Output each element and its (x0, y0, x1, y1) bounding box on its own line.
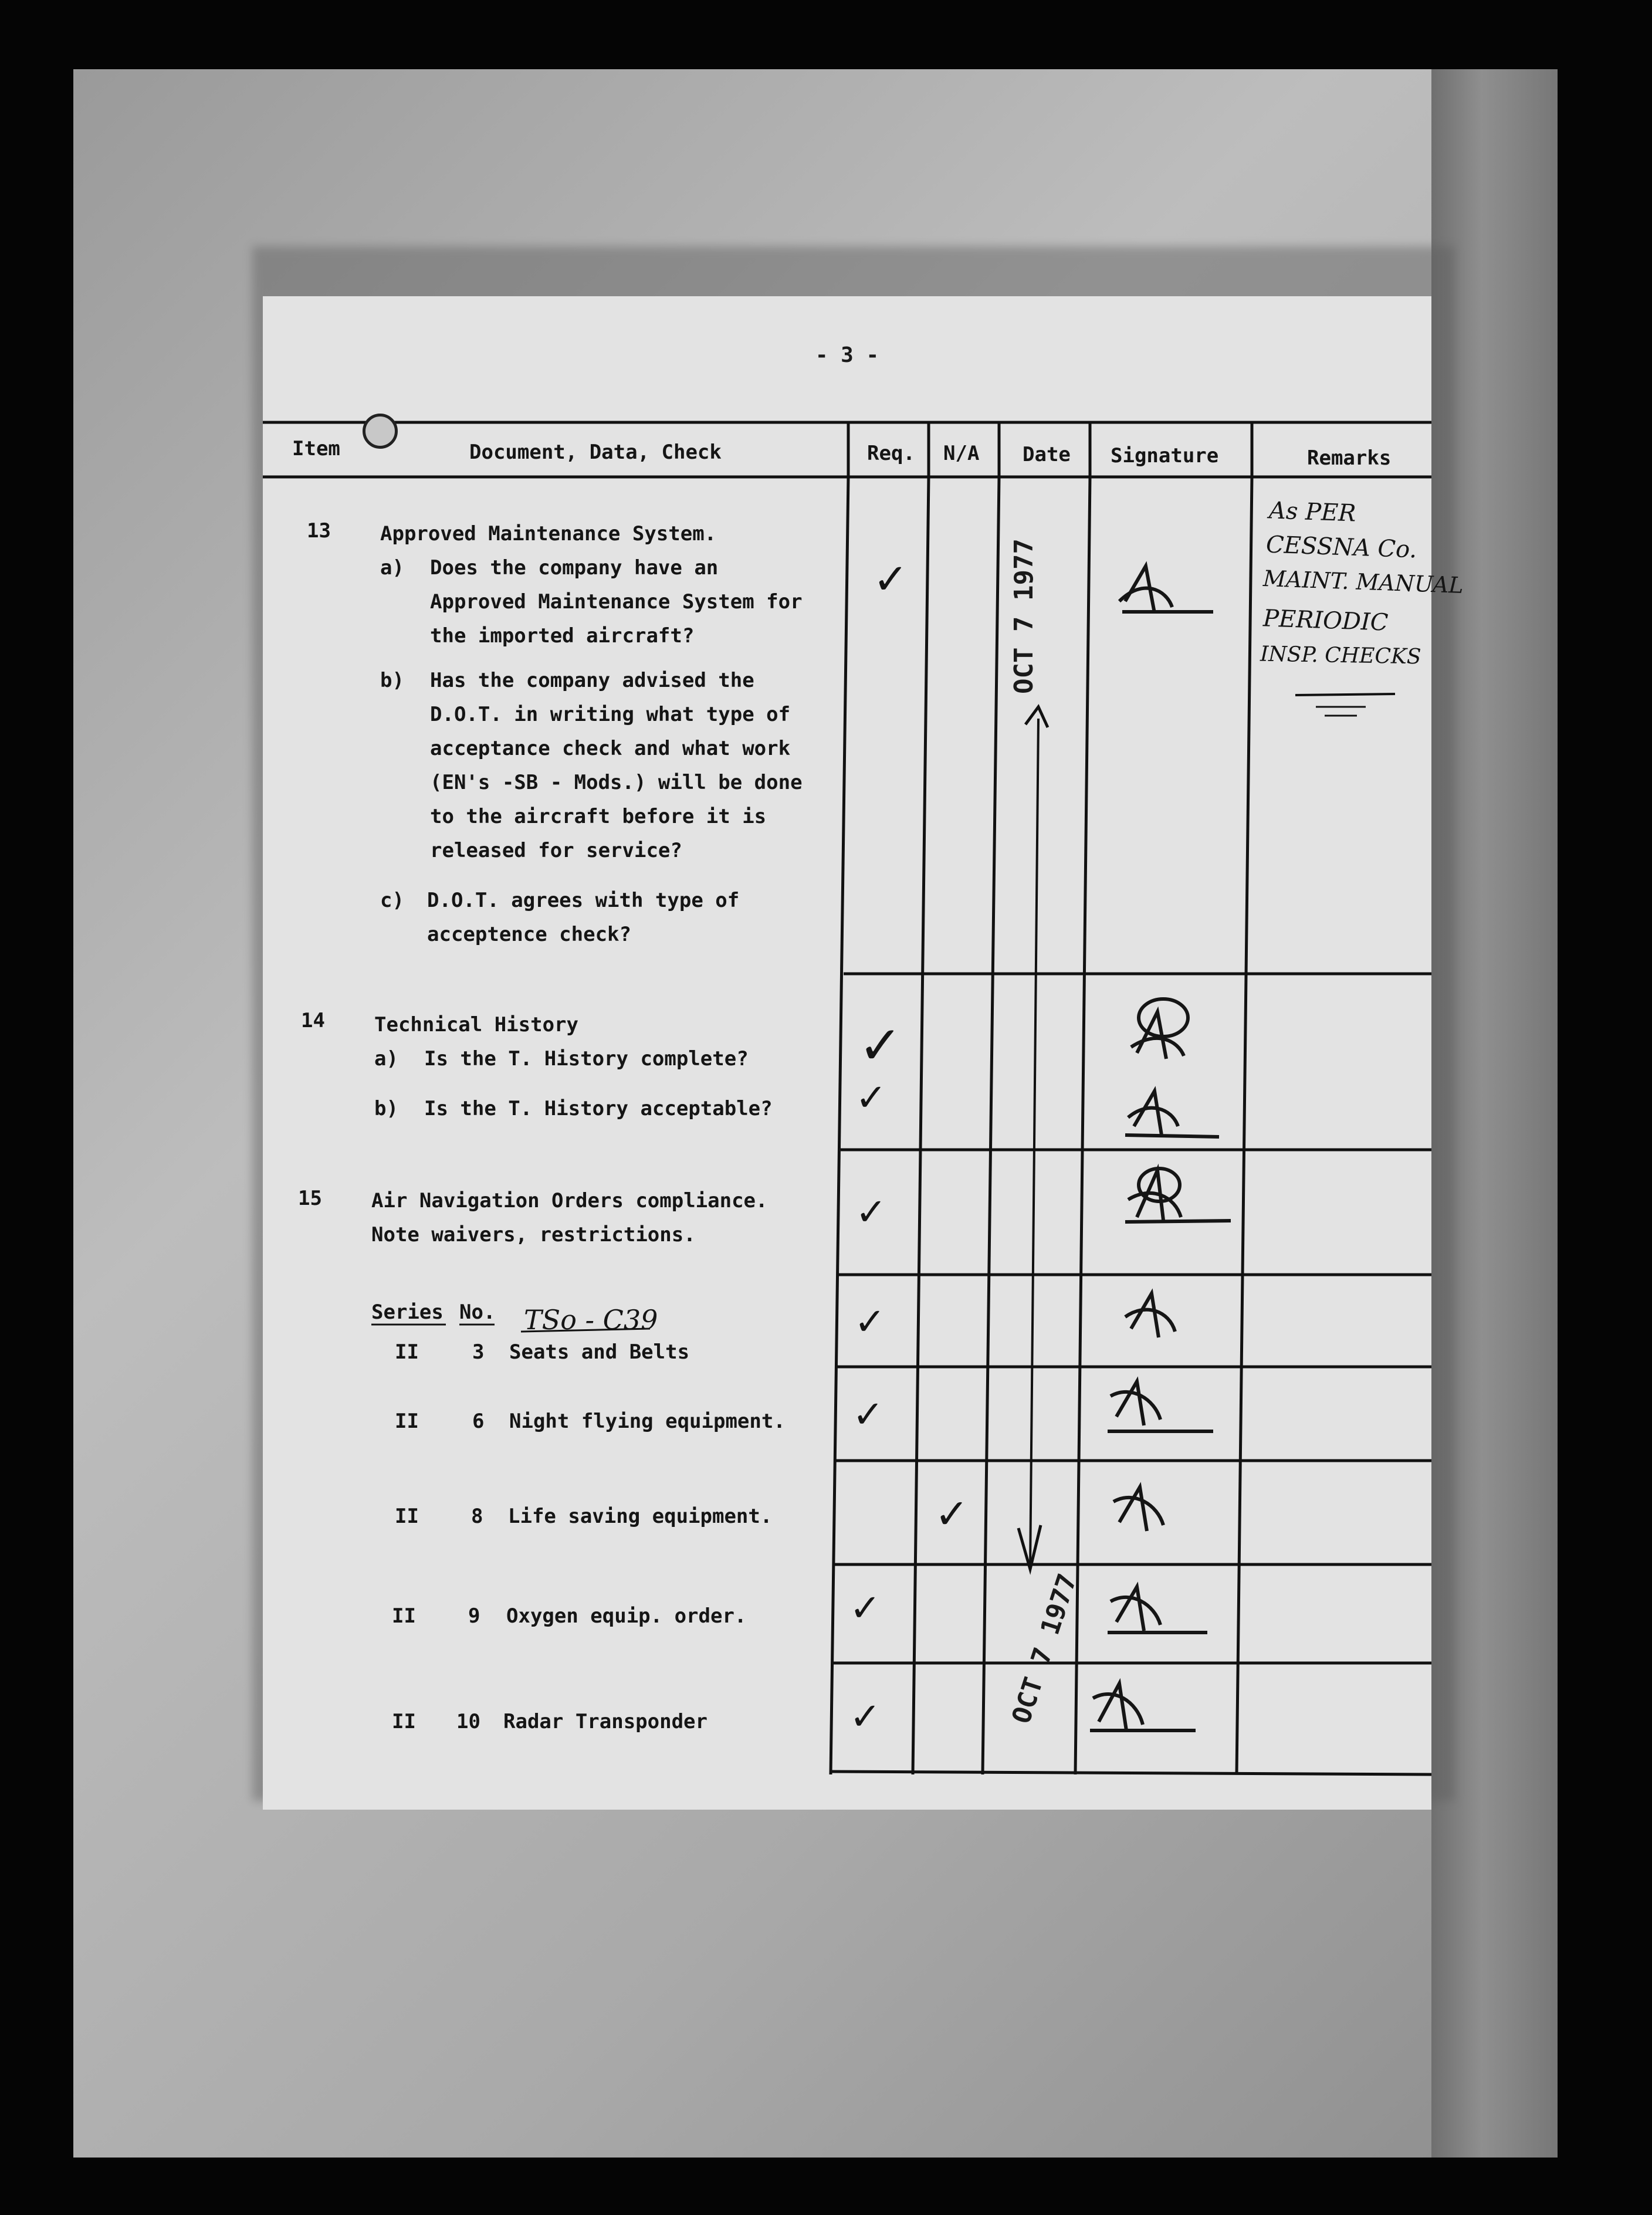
remarks-line: As PER (1268, 497, 1357, 527)
check-mark: ✓ (858, 1015, 903, 1076)
remarks-line: INSP. CHECKS (1260, 642, 1421, 669)
item-13-a-line: Approved Maintenance System for (430, 590, 803, 614)
check-mark: ✓ (855, 1076, 887, 1120)
item-15-title-line: Air Navigation Orders compliance. (371, 1189, 768, 1213)
document-page (263, 296, 1464, 1810)
header-remarks: Remarks (1307, 446, 1392, 470)
item-13-b-line: released for service? (430, 839, 682, 862)
check-mark: ✓ (854, 1300, 886, 1344)
item-14-a-text: Is the T. History complete? (424, 1047, 749, 1071)
date-stamp: OCT 7 1977 (1008, 538, 1039, 694)
item-13-c-line: acceptence check? (427, 923, 631, 946)
ano-item-text: Life saving equipment. (508, 1505, 773, 1528)
remarks-line: PERIODIC (1262, 605, 1389, 636)
punch-hole (363, 414, 398, 449)
remarks-line: CESSNA Co. (1265, 531, 1417, 564)
item-13-c-label: c) (380, 889, 404, 912)
series-value: II (395, 1410, 419, 1433)
series-value: II (392, 1604, 416, 1628)
check-mark: ✓ (852, 1393, 884, 1437)
item-13-b-line: acceptance check and what work (430, 737, 791, 760)
check-mark: ✓ (849, 1587, 881, 1630)
series-value: II (395, 1340, 419, 1364)
header-date: Date (1023, 443, 1071, 466)
no-header: No. (459, 1300, 496, 1324)
date-stamp: OCT 7 1977 (1006, 1570, 1083, 1728)
item-13-a-line: the imported aircraft? (430, 624, 695, 648)
ano-item-text: Seats and Belts (509, 1340, 690, 1364)
item-13-b-label: b) (380, 669, 404, 692)
header-req: Req. (867, 442, 915, 465)
check-mark: ✓ (849, 1695, 881, 1739)
item-13-b-line: (EN's -SB - Mods.) will be done (430, 771, 803, 794)
item-13-b-line: D.O.T. in writing what type of (430, 703, 791, 726)
remarks-line: MAINT. MANUAL (1262, 565, 1464, 598)
check-mark: ✓ (873, 554, 909, 604)
item-15-title-line: Note waivers, restrictions. (371, 1223, 696, 1247)
tso-handwritten-note: TSo - C39 (524, 1304, 658, 1336)
ano-item-text: Night flying equipment. (509, 1410, 786, 1433)
item-13-b-line: to the aircraft before it is (430, 805, 767, 828)
no-value: 9 (468, 1604, 480, 1628)
item-13-b-line: Has the company advised the (430, 669, 754, 692)
no-value: 10 (456, 1710, 480, 1733)
no-value: 3 (472, 1340, 485, 1364)
item-14-a-label: a) (374, 1047, 398, 1071)
item-13-c-line: D.O.T. agrees with type of (427, 889, 740, 912)
item-13-title: Approved Maintenance System. (380, 522, 717, 546)
item-15-number: 15 (298, 1187, 322, 1210)
ano-item-text: Oxygen equip. order. (506, 1604, 747, 1628)
series-header: Series (371, 1300, 444, 1324)
series-value: II (395, 1505, 419, 1528)
item-14-title: Technical History (374, 1013, 578, 1037)
check-mark: ✓ (855, 1191, 887, 1234)
ano-item-text: Radar Transponder (503, 1710, 707, 1733)
page-number: - 3 - (815, 343, 879, 367)
no-value: 8 (471, 1505, 483, 1528)
item-14-b-text: Is the T. History acceptable? (424, 1097, 773, 1120)
item-14-number: 14 (301, 1009, 325, 1032)
series-value: II (392, 1710, 416, 1733)
no-value: 6 (472, 1410, 485, 1433)
check-mark: ✓ (935, 1490, 969, 1538)
item-13-a-label: a) (380, 556, 404, 580)
item-13-number: 13 (307, 519, 331, 543)
header-item: Item (292, 437, 340, 460)
header-signature: Signature (1111, 444, 1219, 468)
header-document: Document, Data, Check (469, 441, 722, 464)
header-na: N/A (943, 442, 980, 465)
item-13-a-line: Does the company have an (430, 556, 719, 580)
item-14-b-label: b) (374, 1097, 398, 1120)
